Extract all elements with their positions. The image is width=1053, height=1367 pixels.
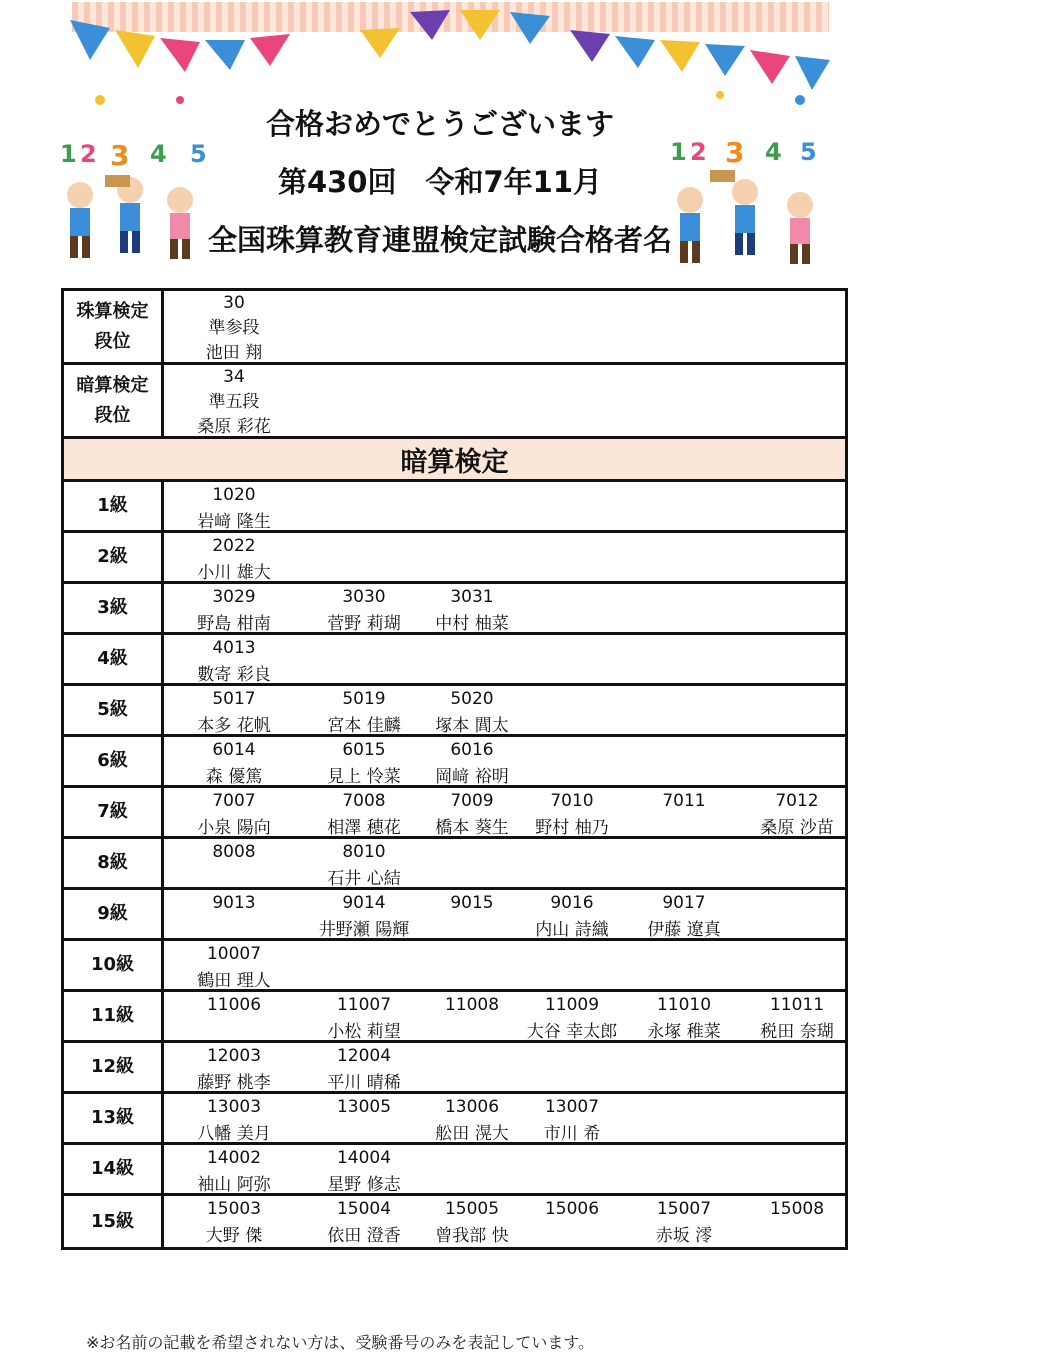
svg-text:5: 5: [800, 138, 817, 166]
candidate-name: 内山 詩織: [535, 920, 609, 940]
passer-entry: [164, 533, 304, 587]
candidate-name: 中村 柚菜: [435, 614, 509, 634]
kyu-row: [64, 1043, 845, 1094]
dan-row-anzan: [64, 365, 845, 439]
candidate-name: 塚本 閭太: [435, 716, 509, 736]
kyu-level-label: 15級: [64, 1196, 164, 1247]
candidate-name: 井野瀬 陽輝: [318, 920, 410, 940]
exam-name-title: 全国珠算教育連盟検定試験合格者名: [207, 223, 672, 257]
row-label-line2: 段位: [94, 330, 131, 352]
passer-entry: [164, 635, 304, 689]
candidate-name: 菅野 莉瑚: [327, 614, 401, 634]
passer-entry: [164, 584, 304, 638]
candidate-name: 本多 花帆: [197, 716, 271, 736]
exam-number: 5017: [212, 689, 256, 709]
passer-entry: [164, 737, 304, 791]
exam-number: 6014: [212, 740, 256, 760]
passer-entry: [164, 941, 304, 995]
kyu-row: [64, 1145, 845, 1196]
svg-text:2: 2: [80, 140, 97, 168]
candidate-name: 見上 怜菜: [327, 767, 401, 787]
exam-number: 7007: [212, 791, 256, 811]
exam-number: 10007: [206, 944, 262, 964]
exam-number: 7012: [775, 791, 819, 811]
exam-number: 8008: [212, 842, 256, 862]
candidate-name: 平川 晴稀: [327, 1073, 401, 1093]
exam-number: 3030: [342, 587, 386, 607]
kyu-row: [64, 1094, 845, 1145]
footnote: ※お名前の記載を希望されない方は、受験番号のみを表記しています。: [86, 1333, 595, 1352]
dan-entry: [164, 291, 304, 366]
exam-number: 11010: [656, 995, 712, 1015]
exam-number: 14002: [206, 1148, 262, 1168]
dan-row-soroban: [64, 291, 845, 365]
kyu-row: [64, 839, 845, 890]
kyu-row: [64, 533, 845, 584]
exam-number: 13003: [206, 1097, 262, 1117]
svg-text:4: 4: [150, 140, 167, 168]
row-label-line2: 段位: [94, 404, 131, 426]
candidate-name: 小川 雄大: [197, 563, 271, 583]
kyu-row: [64, 1196, 845, 1247]
candidate-name: 大谷 幸太郎: [526, 1022, 618, 1042]
candidate-name: 税田 奈瑚: [760, 1022, 834, 1042]
results-table: [61, 288, 848, 1250]
passer-entry: [164, 992, 304, 1019]
exam-number: 9015: [450, 893, 494, 913]
exam-number: 8010: [342, 842, 386, 862]
exam-number: 15008: [769, 1199, 825, 1219]
exam-number: 13005: [336, 1097, 392, 1117]
passer-entry: [294, 1043, 434, 1097]
kyu-level-label: 11級: [64, 992, 164, 1040]
candidate-name: 袖山 阿弥: [197, 1175, 271, 1195]
candidate-name: 池田 翔: [205, 343, 263, 363]
passer-entry: [164, 1196, 304, 1250]
kyu-row: [64, 941, 845, 992]
candidate-name: 宮本 佳麟: [327, 716, 401, 736]
exam-number: 6015: [342, 740, 386, 760]
passer-entry: [727, 1196, 867, 1223]
svg-text:2: 2: [690, 138, 707, 166]
passer-entry: [164, 839, 304, 866]
svg-text:3: 3: [725, 136, 745, 169]
candidate-name: 野島 柑南: [197, 614, 271, 634]
candidate-name: 伊藤 遼真: [647, 920, 721, 940]
kyu-row: [64, 686, 845, 737]
passer-entry: [402, 686, 542, 740]
row-label: [64, 291, 164, 362]
kyu-level-label: 9級: [64, 890, 164, 938]
exam-number: 5020: [450, 689, 494, 709]
kyu-level-label: 2級: [64, 533, 164, 581]
kyu-level-label: 1級: [64, 482, 164, 530]
kyu-row: [64, 635, 845, 686]
exam-number: 7010: [550, 791, 594, 811]
kyu-level-label: 14級: [64, 1145, 164, 1193]
kyu-row: [64, 890, 845, 941]
candidate-name: 岩﨑 隆生: [197, 512, 271, 532]
exam-number: 7011: [662, 791, 706, 811]
svg-text:4: 4: [765, 138, 782, 166]
candidate-name: 石井 心結: [327, 869, 401, 889]
passer-entry: [402, 584, 542, 638]
exam-number: 15004: [336, 1199, 392, 1219]
exam-number: 3031: [450, 587, 494, 607]
exam-number: 13006: [444, 1097, 500, 1117]
candidate-name: 赤坂 澪: [655, 1226, 713, 1246]
dan-entry: [164, 365, 304, 440]
candidate-name: 岡﨑 裕明: [435, 767, 509, 787]
exam-number: 11006: [206, 995, 262, 1015]
svg-text:1: 1: [670, 138, 687, 166]
passer-entry: [164, 788, 304, 842]
candidate-name: 小泉 陽向: [197, 818, 271, 838]
kyu-level-label: 6級: [64, 737, 164, 785]
exam-session-title: 第430回 令和7年11月: [277, 165, 603, 199]
passer-entry: [164, 1094, 304, 1148]
exam-number: 4013: [212, 638, 256, 658]
passer-entry: [164, 482, 304, 536]
passer-entry: [164, 686, 304, 740]
candidate-name: 桑原 彩花: [197, 417, 271, 437]
kyu-level-label: 7級: [64, 788, 164, 836]
passer-entry: [294, 1145, 434, 1199]
candidate-name: 相澤 穂花: [327, 818, 401, 838]
passer-entry: [164, 890, 304, 917]
bunting-flags-decoration: [60, 0, 840, 110]
exam-number: 30: [223, 293, 245, 313]
candidate-name: 星野 修志: [327, 1175, 401, 1195]
dan-rank: 準五段: [208, 392, 260, 412]
exam-number: 15003: [206, 1199, 262, 1219]
kyu-row: [64, 992, 845, 1043]
exam-number: 9014: [342, 893, 386, 913]
exam-number: 7009: [450, 791, 494, 811]
candidate-name: 小松 莉望: [327, 1022, 401, 1042]
exam-number: 11008: [444, 995, 500, 1015]
kyu-row: [64, 482, 845, 533]
row-label-line1: 暗算検定: [76, 374, 149, 396]
row-label: [64, 365, 164, 436]
passer-entry: [614, 890, 754, 944]
kyu-row: [64, 584, 845, 635]
exam-number: 14004: [336, 1148, 392, 1168]
candidate-name: 鶴田 理人: [197, 971, 271, 991]
passer-entry: [727, 992, 867, 1046]
svg-text:1: 1: [60, 140, 77, 168]
passer-entry: [402, 737, 542, 791]
candidate-name: 永塚 稚菜: [647, 1022, 721, 1042]
candidate-name: 桑原 沙苗: [760, 818, 834, 838]
exam-number: 6016: [450, 740, 494, 760]
exam-number: 11009: [544, 995, 600, 1015]
exam-number: 9013: [212, 893, 256, 913]
exam-number: 12004: [336, 1046, 392, 1066]
candidate-name: 大野 傑: [205, 1226, 263, 1246]
candidate-name: 曾我部 快: [435, 1226, 509, 1246]
exam-number: 11007: [336, 995, 392, 1015]
kyu-level-label: 12級: [64, 1043, 164, 1091]
exam-number: 12003: [206, 1046, 262, 1066]
passer-entry: [294, 839, 434, 893]
kyu-level-label: 13級: [64, 1094, 164, 1142]
exam-number: 15006: [544, 1199, 600, 1219]
candidate-name: 市川 希: [543, 1124, 601, 1144]
exam-number: 2022: [212, 536, 256, 556]
exam-number: 15007: [656, 1199, 712, 1219]
candidate-name: 數寄 彩良: [197, 665, 271, 685]
svg-text:5: 5: [190, 140, 207, 168]
kyu-level-label: 8級: [64, 839, 164, 887]
kyu-level-label: 10級: [64, 941, 164, 989]
exam-number: 7008: [342, 791, 386, 811]
kyu-level-label: 3級: [64, 584, 164, 632]
kyu-row: [64, 788, 845, 839]
svg-text:3: 3: [110, 140, 130, 172]
dan-rank: 準参段: [208, 318, 260, 338]
passer-entry: [502, 1094, 642, 1148]
row-label-line1: 珠算検定: [76, 300, 149, 322]
exam-number: 9016: [550, 893, 594, 913]
exam-number: 9017: [662, 893, 706, 913]
exam-number: 11011: [769, 995, 825, 1015]
passer-entry: [164, 1145, 304, 1199]
candidate-name: 舩田 滉大: [435, 1124, 509, 1144]
candidate-name: 橋本 葵生: [435, 818, 509, 838]
exam-number: 3029: [212, 587, 256, 607]
kyu-level-label: 4級: [64, 635, 164, 683]
exam-number: 5019: [342, 689, 386, 709]
exam-number: 15005: [444, 1199, 500, 1219]
kyu-row: [64, 737, 845, 788]
candidate-name: 森 優篤: [205, 767, 263, 787]
candidate-name: 八幡 美月: [197, 1124, 271, 1144]
candidate-name: 野村 柚乃: [535, 818, 609, 838]
exam-number: 34: [223, 367, 245, 387]
kyu-level-label: 5級: [64, 686, 164, 734]
passer-entry: [164, 1043, 304, 1097]
candidate-name: 依田 澄香: [327, 1226, 401, 1246]
passer-entry: [727, 788, 867, 842]
exam-number: 13007: [544, 1097, 600, 1117]
section-header-anzan: 暗算検定: [64, 439, 845, 482]
congratulations-title: 合格おめでとうございます: [265, 107, 614, 141]
exam-number: 1020: [212, 485, 256, 505]
candidate-name: 藤野 桃李: [197, 1073, 271, 1093]
